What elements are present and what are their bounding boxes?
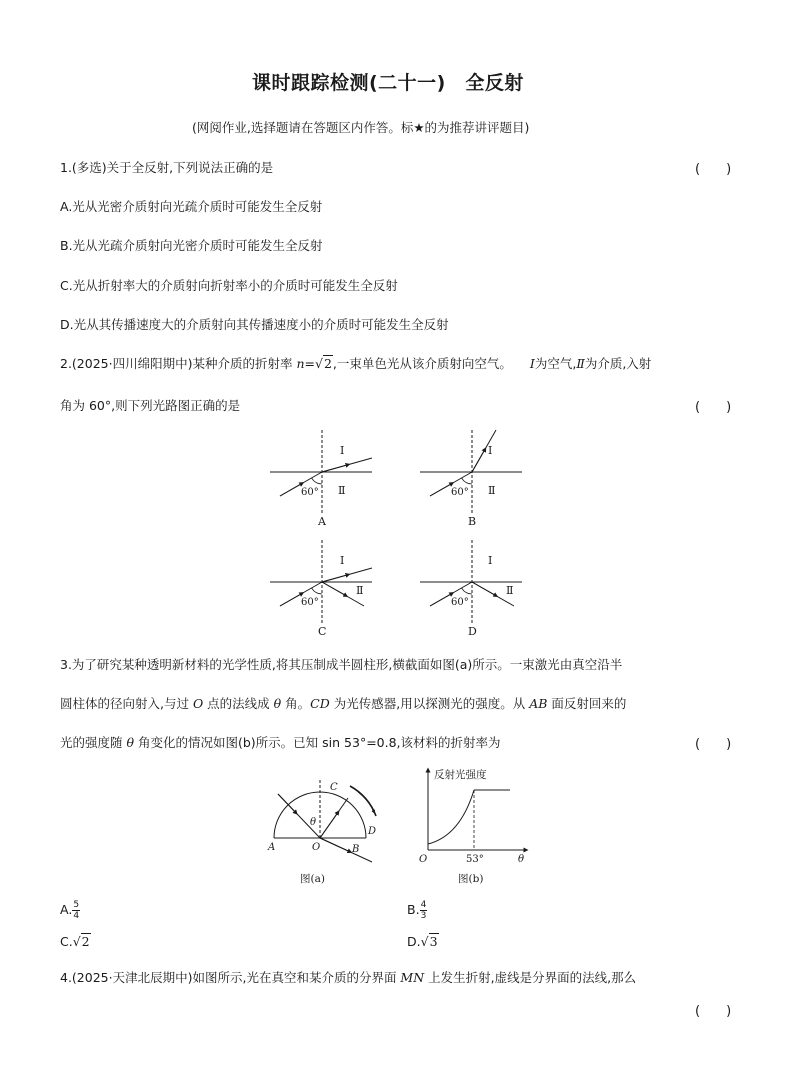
q3-option-c: C.√2 — [60, 934, 90, 949]
q1-option-d: D.光从其传播速度大的介质射向其传播速度小的介质时可能发生全反射 — [60, 317, 449, 332]
q3-a-label-D: D — [368, 826, 377, 837]
q2-stem-b: ,一束单色光从该介质射向空气。 — [332, 356, 512, 371]
q3-b-ylabel: 反射光强度 — [434, 769, 487, 781]
q3-b-xlabel: θ — [518, 854, 525, 865]
q3-a-caption: 图(a) — [300, 873, 325, 885]
q3-line3: 光的强度随 θ 角变化的情况如图(b)所示。已知 sin 53°=0.8,该材料的折射率为 — [60, 735, 501, 750]
page-subtitle: (网阅作业,选择题请在答题区内作答。标★的为推荐讲评题目) — [192, 120, 530, 135]
q2-stem-line2: 角为 60°,则下列光路图正确的是 — [60, 398, 241, 413]
q2-diagram-b — [420, 430, 522, 528]
q2-diagrams — [260, 428, 550, 642]
q3-line2: 圆柱体的径向射入,与过 O 点的法线成 θ 角。CD 为光传感器,用以探测光的强度。从 AB 面反射回来的 — [60, 696, 627, 711]
q2-stem-c: 为空气, — [534, 356, 577, 371]
q2-diagram-c — [270, 540, 372, 638]
q2-c-label: C — [318, 625, 327, 638]
q2-d-region-top: Ⅰ — [488, 554, 493, 567]
q2-b-region-top: Ⅰ — [488, 444, 493, 457]
q3-b-origin: O — [419, 854, 428, 865]
q3-a-theta: θ — [310, 817, 317, 828]
q3-a-label-A: A — [268, 842, 276, 853]
q3-figure-a — [262, 772, 386, 888]
q2-c-region-top: Ⅰ — [340, 554, 345, 567]
q2-c-region-bottom: Ⅱ — [356, 584, 364, 597]
q2-a-label: A — [318, 515, 326, 528]
q3-answer-paren: ( ) — [695, 737, 732, 752]
q2-stem-a: 2.(2025·四川绵阳期中)某种介质的折射率 — [60, 356, 297, 371]
q3-option-d: D.√3 — [407, 934, 438, 949]
q3-b-caption: 图(b) — [458, 873, 484, 885]
q2-stem-d: 为介质,入射 — [584, 356, 652, 371]
q2-sqrt: √2 — [315, 356, 332, 371]
q2-b-label: B — [468, 515, 477, 528]
q2-answer-paren: ( ) — [695, 400, 732, 415]
q1-option-b: B.光从光疏介质射向光密介质时可能发生全反射 — [60, 238, 323, 253]
q4-answer-paren: ( ) — [695, 1004, 732, 1019]
q2-region2: Ⅱ — [576, 356, 585, 371]
q3-option-b: B. $\frac{4}{3}$ — [407, 900, 427, 921]
q2-b-region-bottom: Ⅱ — [488, 484, 496, 497]
q3-line1: 3.为了研究某种透明新材料的光学性质,将其压制成半圆柱形,横截面如图(a)所示。一束激光由真空沿半 — [60, 657, 623, 672]
q2-c-angle: 60° — [301, 597, 319, 608]
q2-diagram-a — [270, 430, 372, 528]
q2-region1: Ⅰ — [529, 356, 535, 371]
q2-b-angle: 60° — [451, 487, 469, 498]
q1-answer-paren: ( ) — [695, 162, 732, 177]
q3-option-a: A. $\frac{5}{4}$ — [60, 900, 80, 921]
q1-option-c: C.光从折射率大的介质射向折射率小的介质时可能发生全反射 — [60, 278, 398, 293]
q3-b-xtick: 53° — [466, 854, 484, 865]
q2-a-region-top: Ⅰ — [340, 444, 345, 457]
q3-a-label-B: B — [352, 844, 360, 855]
q2-eq: = — [304, 356, 315, 371]
q3-option-d-sqrt: √3 — [420, 934, 438, 949]
q4-stem: 4.(2025·天津北辰期中)如图所示,光在真空和某介质的分界面 MN 上发生折射,虚线是分界面的法线,那么 — [60, 970, 637, 985]
q2-diagram-d — [420, 540, 522, 638]
page-title: 课时跟踪检测(二十一) 全反射 — [252, 72, 524, 94]
q2-d-angle: 60° — [451, 597, 469, 608]
q3-figure-b — [414, 764, 534, 888]
q3-option-c-sqrt: √2 — [72, 934, 90, 949]
q3-a-label-O: O — [312, 842, 321, 853]
q2-n-symbol: n — [296, 356, 305, 371]
q1-option-a: A.光从光密介质射向光疏介质时可能发生全反射 — [60, 199, 323, 214]
q2-stem-line1 — [60, 354, 651, 372]
q2-a-region-bottom: Ⅱ — [338, 484, 346, 497]
q1-stem: 1.(多选)关于全反射,下列说法正确的是 — [60, 160, 274, 175]
q3-a-label-C: C — [330, 782, 338, 793]
q2-d-label: D — [468, 625, 477, 638]
q3-option-b-fraction: $\frac{4}{3}$ — [420, 900, 427, 921]
q2-d-region-bottom: Ⅱ — [506, 584, 514, 597]
q2-a-angle: 60° — [301, 487, 319, 498]
q3-option-a-fraction: $\frac{5}{4}$ — [73, 900, 80, 921]
